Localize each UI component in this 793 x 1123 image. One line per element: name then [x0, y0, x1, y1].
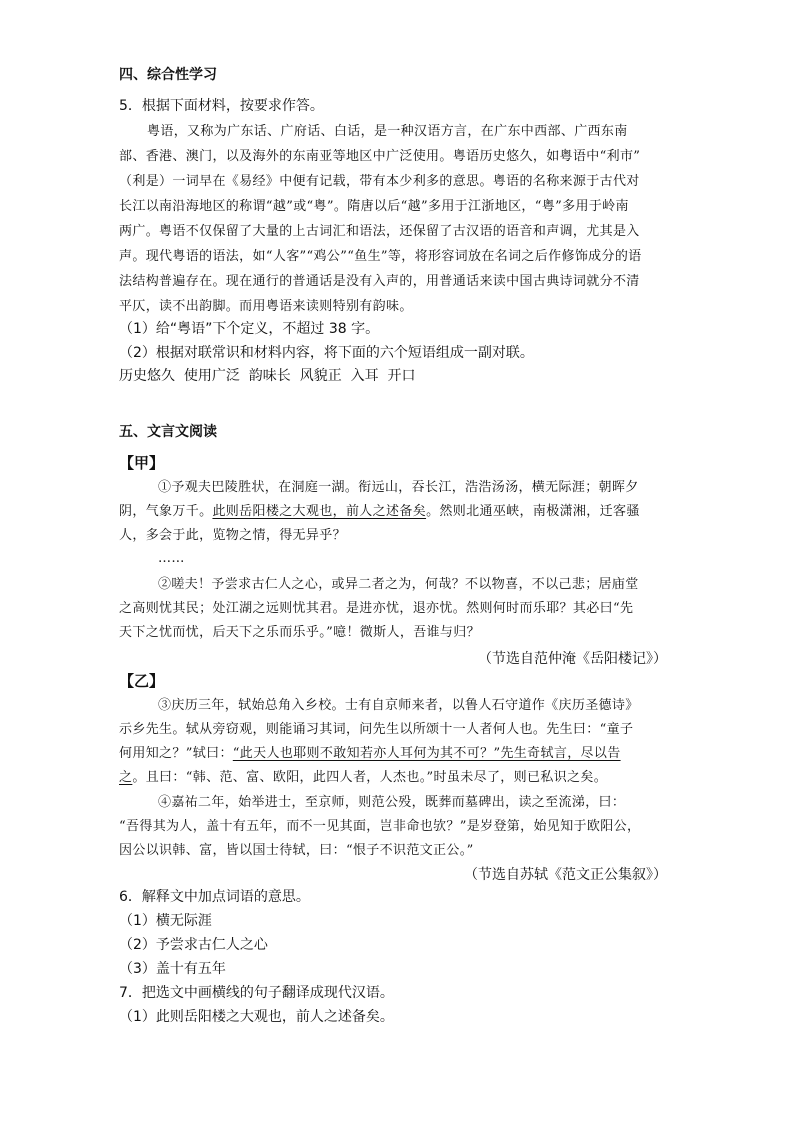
yi-p4-line-3: 因公以识韩、富，皆以国士待轼，曰：“恨子不识范文正公。”	[119, 843, 474, 858]
passage-line-7: 法结构普遍存在。现在通行的普通话是没有入声的，用普通话来读中国古典诗词就分不清	[119, 274, 640, 289]
yi-p4-line-2: “吾得其为人，盖十有五年，而不一见其面，岂非命也欤？”是岁登第，始见知于欧阳公，	[119, 819, 641, 834]
passage-yi-tag: 【乙】	[119, 672, 165, 690]
question-6-item-2: （2）予尝求古仁人之心	[119, 937, 268, 953]
underlined-sentence-2-end: 之	[119, 770, 133, 785]
underlined-sentence-2: “此天人也耶则不敢知若亦人耳何为其不可？”先生奇轼言，尽以告	[232, 746, 621, 761]
jia-p1-line-2-b: 。然则北通巫峡，南极潇湘，迁客骚	[426, 504, 640, 519]
passage-line-6: 声。现代粤语的语法，如“人客”“鸡公”“鱼生”等，将形容词放在名词之后作修饰成分的语	[119, 249, 642, 264]
passage-line-4: 长江以南沿海地区的称谓“越”或“粤”。隋唐以后“越”多用于江浙地区，“粤”多用于岭南	[119, 199, 629, 214]
passage-jia-tag: 【甲】	[119, 454, 165, 472]
ellipsis: ……	[158, 551, 185, 566]
jia-p2-line-2: 之高则忧其民；处江湖之远则忧其君。是进亦忧，退亦忧。然则何时而乐耶？其必曰“先	[119, 601, 634, 616]
jia-p1-line-2	[119, 503, 640, 521]
question-6: 6．解释文中加点词语的意思。	[119, 889, 310, 905]
question-5-sub-2: （2）根据对联常识和材料内容，将下面的六个短语组成一副对联。	[119, 345, 534, 361]
question-6-item-1: （1）横无际涯	[119, 913, 212, 929]
question-7-item-1: （1）此则岳阳楼之大观也，前人之述备矣。	[119, 1009, 394, 1025]
jia-p2-line-3: 天下之忧而忧，后天下之乐而乐乎。”噫！微斯人，吾谁与归？	[119, 625, 480, 640]
yi-p3-line-3-a: 何用知之？”轼曰：	[119, 746, 233, 761]
question-5: 5．根据下面材料，按要求作答。	[119, 98, 324, 114]
yi-p3-line-4	[119, 769, 607, 787]
passage-line-3: （利是）一词早在《易经》中便有记载，带有本少利多的意思。粤语的名称来源于古代对	[119, 174, 640, 189]
yi-p4-line-1: ④嘉祐二年，始举进士，至京师，则范公殁，既葬而墓碑出，读之至流涕，曰：	[158, 795, 626, 810]
jia-source: （节选自范仲淹《岳阳楼记》）	[478, 651, 667, 667]
jia-p1-line-3: 人，多会于此，览物之情，得无异乎？	[119, 528, 346, 543]
question-7: 7．把选文中画横线的句子翻译成现代汉语。	[119, 985, 394, 1001]
section-4-heading: 四、综合性学习	[119, 67, 217, 83]
passage-line-1: 粤语，又称为广东话、广府话、白话，是一种汉语方言，在广东中西部、广西东南	[147, 124, 628, 139]
question-6-item-3: （3）盖十有五年	[119, 961, 226, 977]
couplet-phrases: 历史悠久 使用广泛 韵味长 风貌正 入耳 开口	[119, 368, 416, 384]
yi-p3-line-3	[119, 745, 621, 763]
yi-p3-line-2: 示乡先生。轼从旁窃观，则能诵习其词，问先生以所颂十一人者何人也。先生曰：“童子	[119, 722, 634, 737]
jia-p1-line-1: ①予观夫巴陵胜状，在洞庭一湖。衔远山，吞长江，浩浩汤汤，横无际涯；朝晖夕	[158, 480, 639, 495]
question-5-sub-1: （1）给“粤语”下个定义，不超过 38 字。	[119, 321, 380, 337]
yi-p3-line-4-b: 。且曰：“韩、范、富、欧阳，此四人者，人杰也。”时虽未尽了，则已私识之矣。	[132, 770, 608, 785]
yi-source: （节选自苏轼《范文正公集叙》）	[464, 867, 667, 883]
underlined-sentence-1: 此则岳阳楼之大观也，前人之述备矣	[212, 504, 427, 519]
yi-p3-line-1: ③庆历三年，轼始总角入乡校。士有自京师来者，以鲁人石守道作《庆历圣德诗》	[158, 698, 639, 713]
passage-line-2: 部、香港、澳门，以及海外的东南亚等地区中广泛使用。粤语历史悠久，如粤语中“利市”	[119, 149, 641, 164]
section-5-heading: 五、文言文阅读	[119, 424, 217, 440]
jia-p1-line-2-a: 阴，气象万千。	[119, 504, 213, 519]
passage-line-8: 平仄，读不出韵脚。而用粤语来读则特别有韵味。	[119, 299, 413, 314]
jia-p2-line-1: ②嗟夫！予尝求古仁人之心，或异二者之为，何哉？不以物喜，不以己悲；居庙堂	[158, 577, 639, 592]
passage-line-5: 两广。粤语不仅保留了大量的上古词汇和语法，还保留了古汉语的语音和声调，尤其是入	[119, 224, 640, 239]
